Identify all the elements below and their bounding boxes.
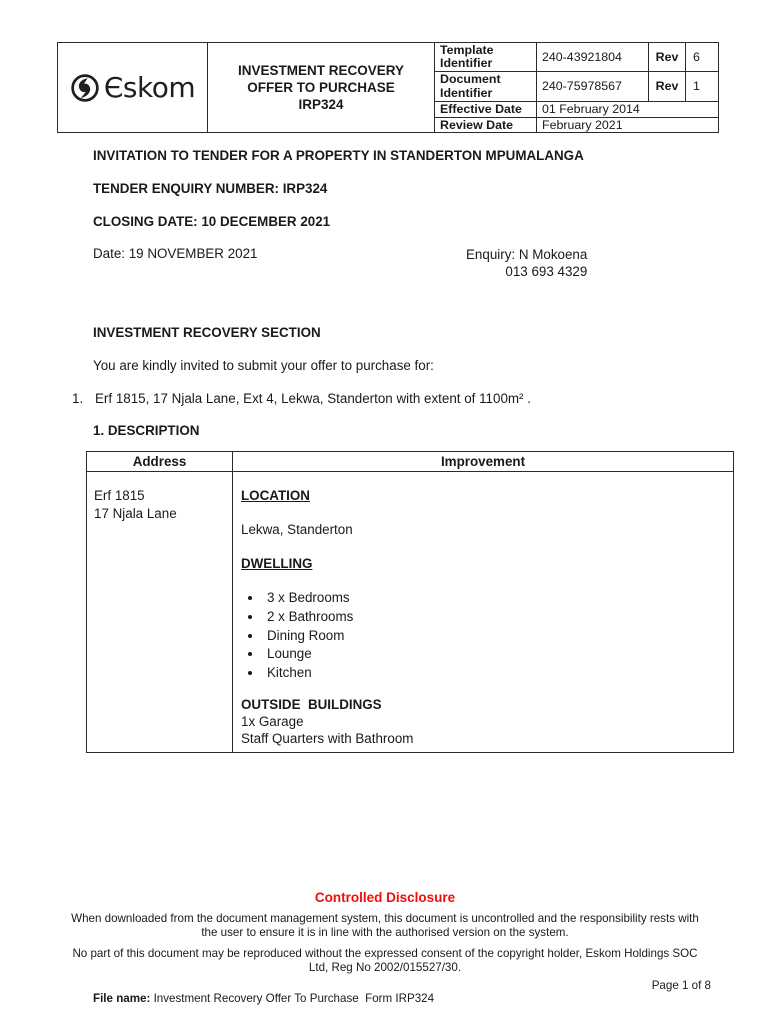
controlled-disclosure-label: Controlled Disclosure	[314, 890, 456, 905]
eskom-wordmark: Єskom	[103, 71, 196, 104]
meta-label: Review Date	[435, 118, 537, 133]
footer-disclaimer-uncontrolled: When downloaded from the document management system, this document is uncontrolled and the responsibility rests with the user to ensure it is in line with the authorised version on the system.	[71, 912, 699, 939]
outside-building-line: 1x Garage	[241, 713, 304, 729]
dwelling-item: • Kitchen	[263, 664, 723, 682]
footer-disclaimer-copyright: No part of this document may be reproduced without the expressed consent of the copyright holder, Eskom Holdings SOC Ltd, Reg No 2002/015527/30.	[72, 947, 698, 974]
location-value: Lekwa, Standerton	[241, 522, 353, 537]
list-item-number: 1.	[72, 391, 84, 406]
address-line: Erf 1815	[94, 488, 145, 503]
heading-tender-number: TENDER ENQUIRY NUMBER: IRP324	[93, 181, 328, 196]
invite-text: You are kindly invited to submit your offer to purchase for:	[93, 358, 434, 373]
enquiry-contact: Enquiry: N Mokoena	[466, 247, 588, 262]
meta-value: 240-43921804	[537, 43, 649, 71]
heading-closing-date: CLOSING DATE: 10 DECEMBER 2021	[93, 214, 331, 229]
date-line: Date: 19 NOVEMBER 2021	[93, 246, 258, 261]
meta-rev-label: Rev	[649, 43, 686, 71]
location-heading: LOCATION	[241, 488, 310, 503]
description-heading: 1. DESCRIPTION	[93, 423, 200, 438]
description-table-header-row	[87, 452, 733, 472]
column-header-address: Address	[87, 452, 233, 471]
heading-invitation: INVITATION TO TENDER FOR A PROPERTY IN STANDERTON MPUMALANGA	[93, 148, 584, 163]
meta-label: Template Identifier	[435, 43, 537, 71]
enquiry-phone: 013 693 4329	[505, 264, 588, 279]
dwelling-list	[241, 589, 723, 682]
meta-label: Document Identifier	[435, 72, 537, 100]
meta-row-document-identifier	[435, 72, 718, 101]
enquiry-block	[466, 246, 587, 280]
meta-value: 01 February 2014	[542, 101, 640, 116]
section-heading: INVESTMENT RECOVERY SECTION	[93, 325, 321, 340]
eskom-logo	[58, 43, 208, 132]
address-line: 17 Njala Lane	[94, 506, 177, 521]
meta-row-effective-date	[435, 102, 718, 118]
file-name-value: Investment Recovery Offer To Purchase Form IRP324	[150, 992, 435, 1005]
dwelling-item: • 3 x Bedrooms	[263, 589, 723, 607]
file-name-label: File name:	[93, 992, 151, 1005]
page-number: Page 1 of 8	[651, 979, 711, 992]
document-meta-table	[435, 43, 718, 132]
eskom-emblem-icon	[70, 73, 100, 103]
meta-rev-value: 1	[693, 79, 700, 93]
meta-rev-value: 6	[693, 49, 700, 64]
address-cell	[87, 472, 233, 752]
outside-buildings-heading: OUTSIDE BUILDINGS	[241, 696, 382, 712]
document-title-line: INVESTMENT RECOVERY	[237, 63, 405, 78]
meta-row-review-date	[435, 118, 718, 133]
meta-value: February 2021	[542, 118, 623, 133]
property-list-item	[72, 391, 531, 406]
dwelling-item: • 2 x Bathrooms	[263, 608, 723, 626]
description-table-row	[87, 472, 733, 752]
dwelling-item: • Lounge	[263, 645, 723, 663]
meta-value: 240-75978567	[537, 72, 649, 100]
document-title-line: IRP324	[298, 97, 344, 112]
list-item-text: Erf 1815, 17 Njala Lane, Ext 4, Lekwa, Standerton with extent of 1100m² .	[95, 391, 531, 406]
improvement-cell	[233, 472, 733, 752]
document-title-line: OFFER TO PURCHASE	[247, 80, 395, 95]
meta-rev-label: Rev	[649, 72, 686, 100]
header-table	[57, 42, 719, 133]
dwelling-item: • Dining Room	[263, 627, 723, 645]
meta-label: Effective Date	[435, 102, 537, 117]
document-title	[208, 43, 435, 132]
column-header-improvement: Improvement	[440, 454, 526, 469]
outside-building-line: Staff Quarters with Bathroom	[241, 730, 414, 746]
file-name-line	[93, 992, 434, 1005]
description-table	[86, 451, 734, 753]
meta-row-template-identifier	[435, 43, 718, 72]
dwelling-heading: DWELLING	[241, 556, 313, 571]
